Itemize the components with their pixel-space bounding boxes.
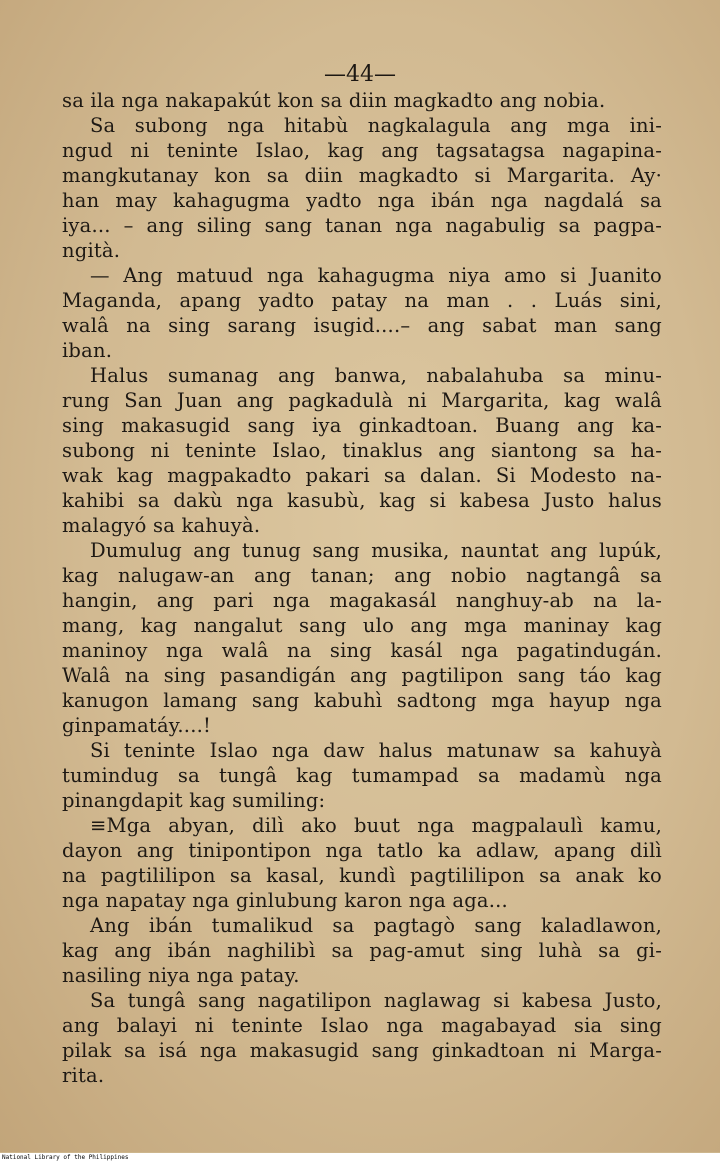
text-line: malagyó sa kahuyà. (62, 514, 261, 537)
text-line: rung San Juan ang pagkadulà ni Margarita, kag walâ (62, 389, 662, 412)
text-line: han may kahagugma yadto nga ibán nga nagdalá sa (62, 189, 662, 212)
text-line: nasiling niya nga patay. (62, 964, 300, 987)
text-line: sa ila nga nakapakút kon sa diin magkadto ang nobia. (62, 89, 606, 112)
text-line: — Ang matuud nga kahagugma niya amo si Juanito (90, 264, 662, 287)
text-line: hangin, ang pari nga magakasál nanghuy-ab na la- (62, 589, 662, 612)
text-line: ginpamatáy....! (62, 714, 212, 737)
footer-text: National Library of the Philippines (2, 1154, 129, 1161)
text-line: dayon ang tinipontipon nga tatlo ka adlaw, apang dilì (62, 839, 662, 862)
text-line: kahibi sa dakù nga kasubù, kag si kabesa Justo halus (62, 489, 662, 512)
text-line: ang balayi ni teninte Islao nga magabayad sia sing (62, 1014, 662, 1037)
text-line: Sa subong nga hitabù nagkalagula ang mga ini- (90, 114, 662, 137)
text-line: nga napatay nga ginlubung karon nga aga... (62, 889, 508, 912)
page-number: —44— (324, 62, 396, 87)
text-line: rita. (62, 1064, 105, 1087)
text-line: ≡Mga abyan, dilì ako buut nga magpalaulì kamu, (90, 814, 662, 837)
text-line: maninoy nga walâ na sing kasál nga pagatindugán. (62, 639, 662, 662)
text-line: wak kag magpakadto pakari sa dalan. Si Modesto na- (62, 464, 662, 487)
text-line: iya... – ang siling sang tanan nga nagabulig sa pagpa- (62, 214, 662, 237)
text-line: mang, kag nangalut sang ulo ang mga maninay kag (62, 614, 662, 637)
text-line: Walâ na sing pasandigán ang pagtilipon sang táo kag (62, 664, 662, 687)
text-line: tumindug sa tungâ kag tumampad sa madamù nga (62, 764, 662, 787)
text-line: Dumulug ang tunug sang musika, nauntat ang lupúk, (90, 539, 662, 562)
text-line: na pagtililipon sa kasal, kundì pagtililipon sa anak ko (62, 864, 662, 887)
footer-credit (0, 1153, 720, 1163)
text-line: Sa tungâ sang nagatilipon naglawag si kabesa Justo, (90, 989, 662, 1012)
text-line: Ang ibán tumalikud sa pagtagò sang kaladlawon, (90, 914, 662, 937)
text-line: walâ na sing sarang isugid....– ang sabat man sang (62, 314, 662, 337)
text-line: pilak sa isá nga makasugid sang ginkadtoan ni Marga- (62, 1039, 662, 1062)
text-line: ngità. (62, 239, 121, 262)
text-line: kag ang ibán naghilibì sa pag-amut sing luhà sa gi- (62, 939, 662, 962)
text-line: mangkutanay kon sa diin magkadto si Margarita. Ay· (62, 164, 662, 187)
text-line: pinangdapit kag sumiling: (62, 789, 326, 812)
text-line: kanugon lamang sang kabuhì sadtong mga hayup nga (62, 689, 662, 712)
text-line: Si teninte Islao nga daw halus matunaw sa kahuyà (90, 739, 662, 762)
text-line: sing makasugid sang iya ginkadtoan. Buang ang ka- (62, 414, 662, 437)
text-line: Halus sumanag ang banwa, nabalahuba sa minu- (90, 364, 662, 387)
text-line: Maganda, apang yadto patay na man . . Luás sini, (62, 289, 662, 312)
body-text (62, 88, 662, 1088)
text-line: subong ni teninte Islao, tinaklus ang siantong sa ha- (62, 439, 662, 462)
text-line: iban. (62, 339, 113, 362)
text-line: kag nalugaw-an ang tanan; ang nobio nagtangâ sa (62, 564, 662, 587)
text-line: ngud ni teninte Islao, kag ang tagsatagsa nagapina- (62, 139, 662, 162)
